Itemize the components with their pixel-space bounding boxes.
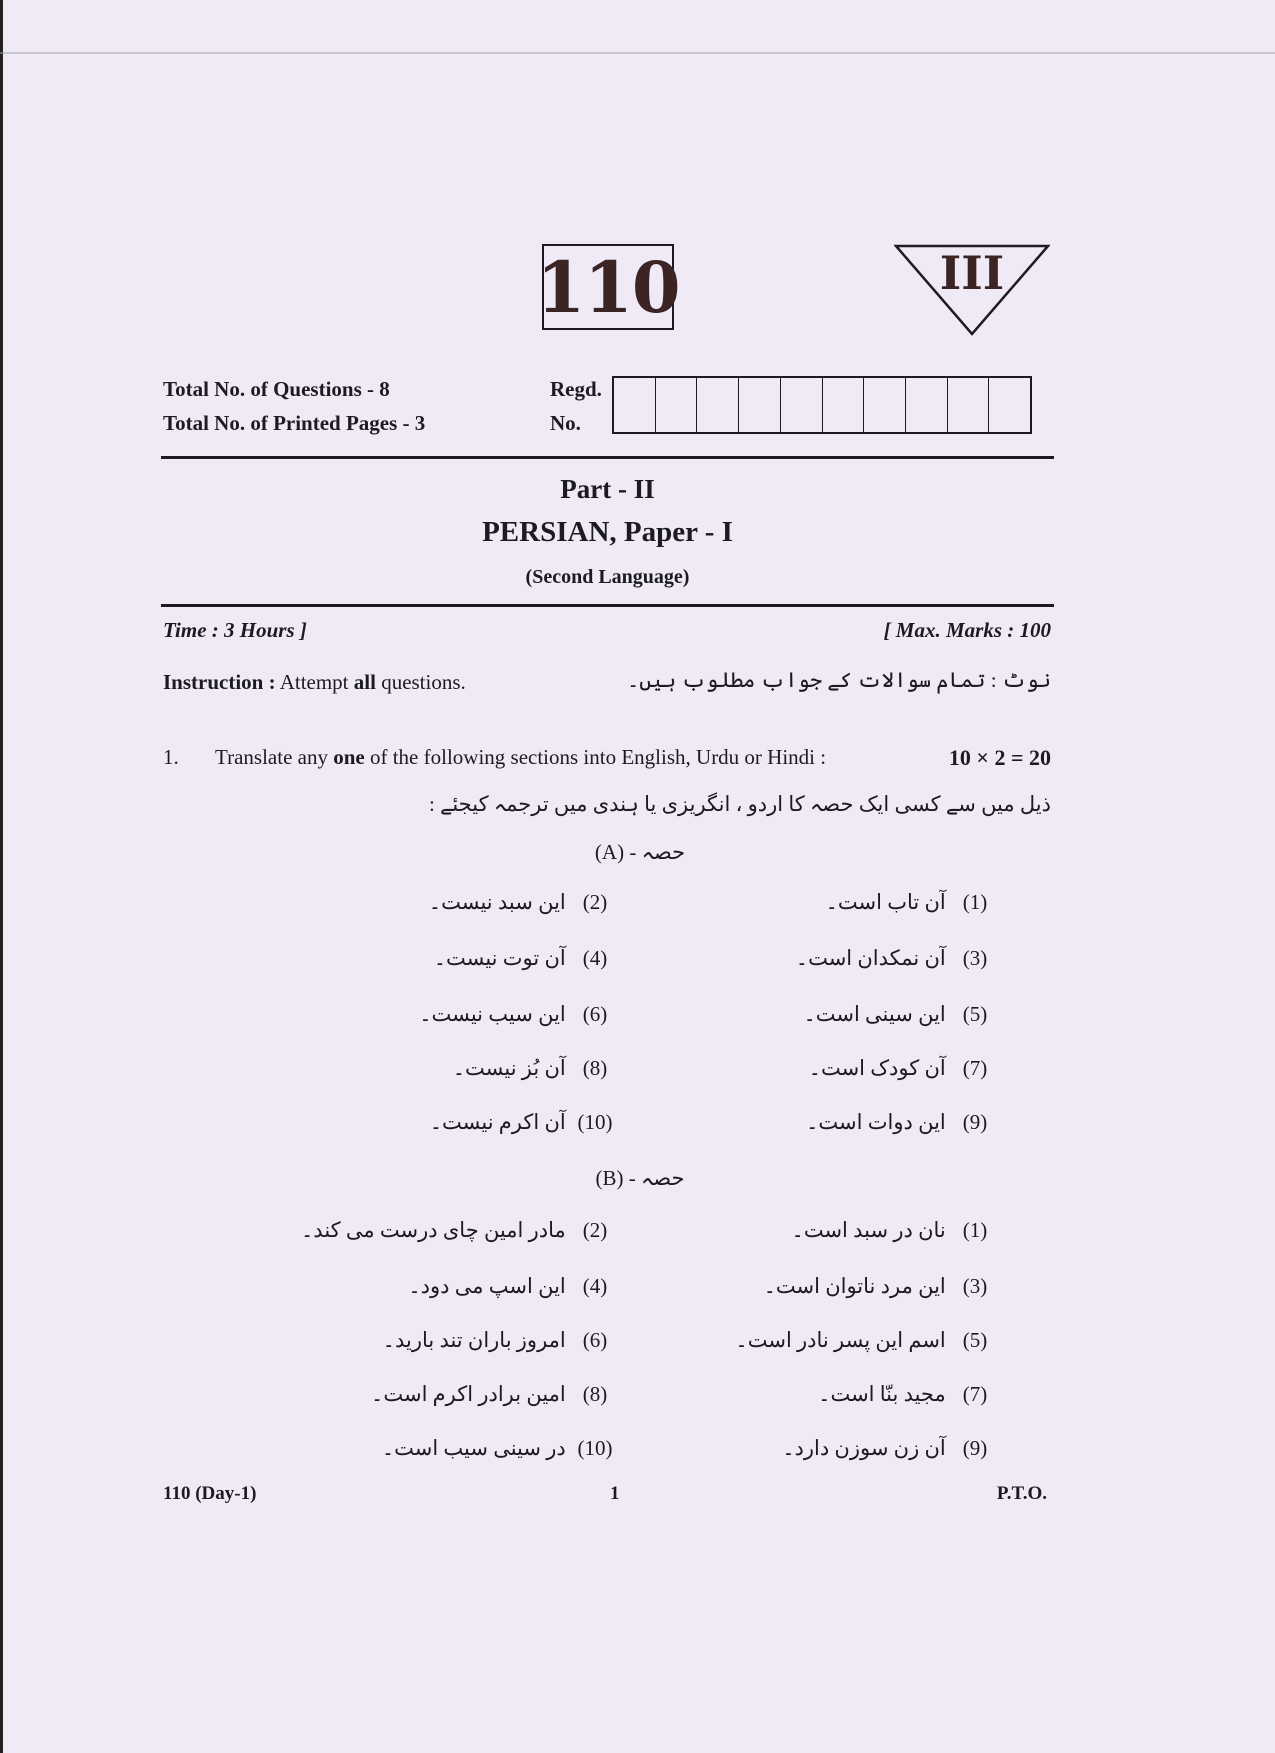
question-number: 1. <box>163 745 179 769</box>
instruction <box>163 670 466 695</box>
item-text: اسم این پسر نادر است۔ <box>735 1328 946 1352</box>
item-text: آن زن سوزن دارد۔ <box>782 1436 946 1460</box>
item-text: در سینی سیب است۔ <box>381 1436 566 1460</box>
item-text: این سیب نیست۔ <box>419 1002 566 1026</box>
instruction-text-end: questions. <box>381 670 466 694</box>
section-a-item <box>806 1110 999 1135</box>
paper-meta <box>163 372 425 440</box>
regd-digit-box[interactable] <box>656 378 698 432</box>
subject-title: PERSIAN, Paper - I <box>482 516 733 548</box>
regd-number-boxes[interactable] <box>612 376 1032 434</box>
regd-digit-box[interactable] <box>739 378 781 432</box>
paper-code-box: 110 <box>536 245 680 329</box>
item-text: آن تاب است۔ <box>825 890 946 914</box>
item-text: امروز باران تند بارید۔ <box>382 1328 566 1352</box>
section-b-item <box>764 1274 999 1299</box>
item-text: این اسپ می دود۔ <box>408 1274 566 1298</box>
item-number: (6) <box>582 1328 608 1352</box>
question-text-post: of the following sections into English, Urdu or Hindi : <box>369 745 827 769</box>
regd-digit-box[interactable] <box>697 378 739 432</box>
regd-digit-box[interactable] <box>948 378 990 432</box>
question-marks: 10 × 2 = 20 <box>948 745 1051 770</box>
total-pages: Total No. of Printed Pages - 3 <box>163 411 426 435</box>
section-b-item <box>371 1382 619 1407</box>
item-number: (9) <box>962 1436 988 1460</box>
section-a-item <box>419 1002 619 1027</box>
set-label: III <box>939 246 1005 300</box>
section-a-item <box>826 890 999 915</box>
section-b-item <box>818 1382 999 1407</box>
regd-digit-box[interactable] <box>864 378 906 432</box>
question-text <box>215 745 826 770</box>
question-text-pre: Translate any <box>215 745 328 769</box>
item-number: (5) <box>962 1002 988 1026</box>
scan-edge <box>0 0 3 1753</box>
section-a-item <box>430 1110 619 1135</box>
item-number: (9) <box>962 1110 988 1134</box>
section-b-heading: حصہ - (B) <box>595 1166 685 1190</box>
regd-digit-box[interactable] <box>781 378 823 432</box>
section-a-item <box>429 890 619 915</box>
regd-digit-box[interactable] <box>823 378 865 432</box>
regd-digit-box[interactable] <box>906 378 948 432</box>
footer-code: 110 (Day-1) <box>163 1483 257 1504</box>
section-a-item <box>796 946 999 971</box>
item-text: آن بُز نیست۔ <box>452 1056 566 1080</box>
instruction-label: Instruction : <box>163 670 276 694</box>
regd-digit-box[interactable] <box>989 378 1030 432</box>
item-number: (7) <box>962 1056 988 1080</box>
section-b-item <box>735 1328 999 1353</box>
time-allowed: Time : 3 Hours ] <box>163 618 307 642</box>
section-b-item <box>408 1274 619 1299</box>
item-number: (10) <box>577 1436 613 1460</box>
section-a-item <box>803 1002 999 1027</box>
scan-top-edge <box>0 52 1275 54</box>
item-number: (4) <box>582 1274 608 1298</box>
item-number: (2) <box>582 1218 608 1242</box>
total-questions: Total No. of Questions - 8 <box>163 377 390 401</box>
section-b-item <box>782 1436 999 1461</box>
language-subtitle: (Second Language) <box>525 566 690 588</box>
urdu-note: نوٹ : تمام سوالات کے جواب مطلوب ہیں۔ <box>626 668 1051 692</box>
item-number: (8) <box>582 1382 608 1406</box>
section-b-item <box>301 1218 619 1243</box>
item-text: آن کودک است۔ <box>808 1056 946 1080</box>
question-text-emphasis: one <box>333 745 365 769</box>
item-number: (3) <box>962 946 988 970</box>
section-a-heading: حصہ - (A) <box>594 840 686 864</box>
part-title: Part - II <box>560 474 655 504</box>
item-number: (6) <box>582 1002 608 1026</box>
section-b-item <box>382 1436 619 1461</box>
item-number: (10) <box>577 1110 613 1134</box>
section-a-item <box>809 1056 999 1081</box>
regd-label-line1: Regd. <box>550 377 602 401</box>
instruction-emphasis: all <box>353 670 376 694</box>
item-text: این سینی است۔ <box>803 1002 946 1026</box>
regd-label <box>550 372 602 440</box>
regd-label-line2: No. <box>550 411 581 435</box>
item-number: (3) <box>962 1274 988 1298</box>
divider-bottom <box>161 604 1054 607</box>
item-text: آن توت نیست۔ <box>433 946 566 970</box>
item-number: (1) <box>962 1218 988 1242</box>
section-b-item <box>383 1328 619 1353</box>
item-text: نان در سبد است۔ <box>791 1218 946 1242</box>
page-number: 1 <box>610 1483 620 1504</box>
item-text: آن نمکدان است۔ <box>795 946 946 970</box>
divider-top <box>161 456 1054 459</box>
section-a-item <box>434 946 619 971</box>
item-text: این دوات است۔ <box>806 1110 946 1134</box>
item-text: مجید بنّا است۔ <box>818 1382 946 1406</box>
question-urdu-text: ذیل میں سے کسی ایک حصہ کا اردو ، انگریزی یا ہندی میں ترجمہ کیجئے : <box>428 792 1051 816</box>
item-text: این مرد ناتوان است۔ <box>763 1274 946 1298</box>
item-number: (1) <box>962 890 988 914</box>
regd-digit-box[interactable] <box>614 378 656 432</box>
max-marks: [ Max. Marks : 100 <box>883 618 1051 642</box>
item-number: (5) <box>962 1328 988 1352</box>
pto-label: P.T.O. <box>996 1483 1047 1504</box>
item-number: (8) <box>582 1056 608 1080</box>
section-b-item <box>792 1218 999 1243</box>
item-text: امین برادر اکرم است۔ <box>371 1382 566 1406</box>
item-number: (4) <box>582 946 608 970</box>
item-text: مادر امین چای درست می کند۔ <box>301 1218 566 1242</box>
item-number: (2) <box>582 890 608 914</box>
section-a-item <box>453 1056 619 1081</box>
item-number: (7) <box>962 1382 988 1406</box>
instruction-text: Attempt <box>279 670 349 694</box>
item-text: این سبد نیست۔ <box>428 890 566 914</box>
item-text: آن اکرم نیست۔ <box>429 1110 566 1134</box>
